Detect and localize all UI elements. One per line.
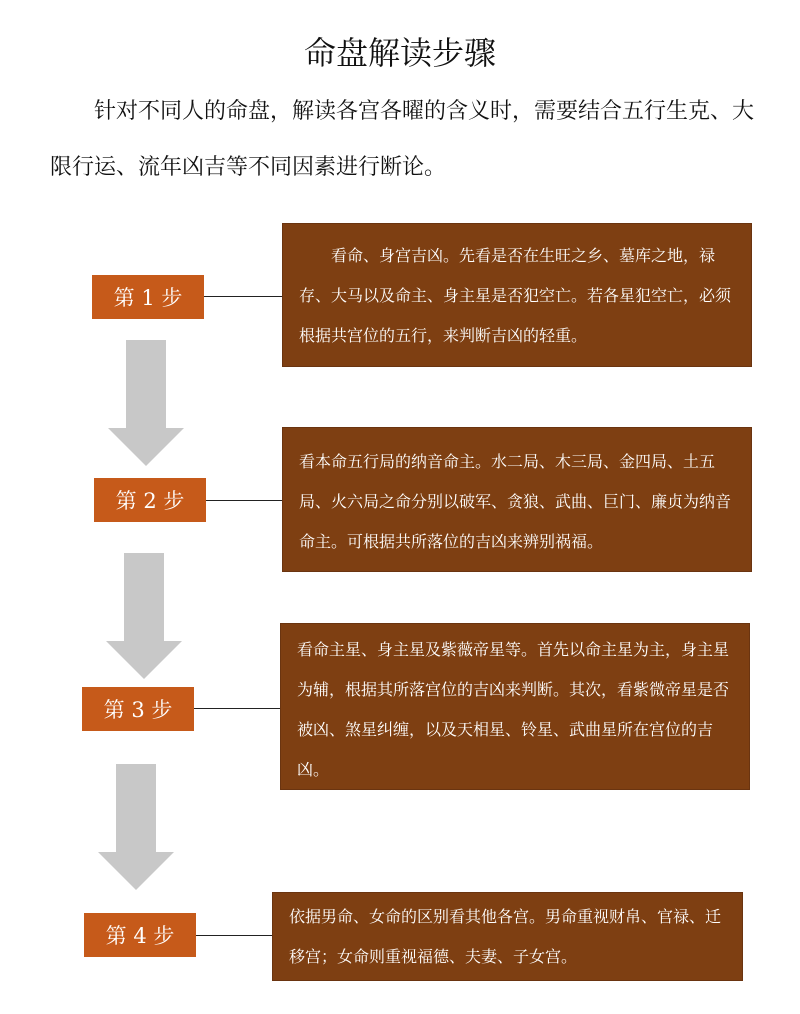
step-2-label: 第 2 步: [94, 478, 206, 522]
down-arrow-icon: [108, 340, 184, 466]
page-title: 命盘解读步骤: [303, 34, 496, 72]
intro-paragraph: 针对不同人的命盘，解读各宫各曜的含义时，需要结合五行生克、大限行运、流年凶吉等不同因素进行断论。: [50, 99, 755, 180]
connector-line: [206, 500, 282, 501]
step-1-description: 看命、身宫吉凶。先看是否在生旺之乡、墓库之地，禄存、大马以及命主、身主星是否犯空亡。若各星犯空亡，必须根据共宫位的五行，来判断吉凶的轻重。: [282, 223, 752, 367]
step-3-label: 第 3 步: [82, 687, 194, 731]
down-arrow-icon: [98, 764, 174, 890]
down-arrow-icon: [106, 553, 182, 679]
step-3-description: 看命主星、身主星及紫薇帝星等。首先以命主星为主，身主星为辅，根据其所落宫位的吉凶来判断。其次，看紫微帝星是否被凶、煞星纠缠，以及天相星、铃星、武曲星所在宫位的吉凶。: [280, 623, 750, 790]
step-1-label: 第 1 步: [92, 275, 204, 319]
step-2-description: 看本命五行局的纳音命主。水二局、木三局、金四局、土五局、火六局之命分别以破军、贪狼、武曲、巨门、廉贞为纳音命主。可根据共所落位的吉凶来辨别祸福。: [282, 427, 752, 572]
step-4-label: 第 4 步: [84, 913, 196, 957]
step-4-description: 依据男命、女命的区别看其他各宫。男命重视财帛、官禄、迁移宫；女命则重视福德、夫妻、子女宫。: [272, 892, 743, 981]
connector-line: [196, 935, 272, 936]
connector-line: [194, 708, 280, 709]
connector-line: [204, 296, 282, 297]
